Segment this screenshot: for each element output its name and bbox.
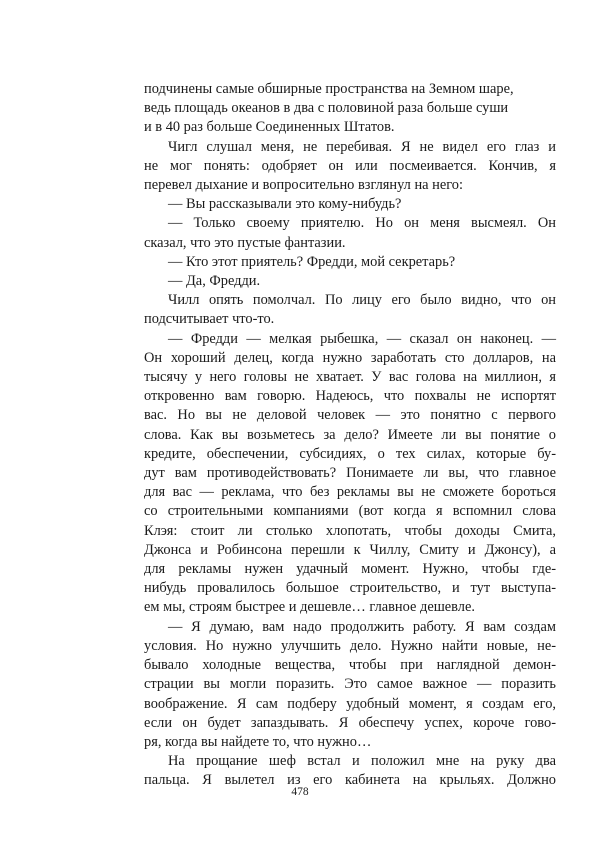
text-line: со строительными компаниями (вот когда я вспомнил слова [144,503,556,520]
text-line: вас. Но вы не деловой человек — это понятно с первого [144,407,556,424]
text-line: нибудь провалилось большое строительство, и тут выступа- [144,580,556,597]
text-line: Чигл слушал меня, не перебивая. Я не видел его глаз и [168,138,556,155]
text-line: перевел дыхание и вопросительно взглянул на него: [144,177,463,194]
text-line: для рекламы нужен удачный момент. Нужно, чтобы где- [144,561,556,578]
text-line: — Фредди — мелкая рыбешка, — сказал он наконец. — [168,330,556,347]
text-line: Чилл опять помолчал. По лицу его было видно, что он [168,292,556,309]
text-line: для вас — реклама, что без рекламы вы не сможете бороться [144,484,556,501]
text-line: кредите, обеспечении, субсидиях, о тех силах, которые бу- [144,445,556,462]
text-line: — Вы рассказывали это кому-нибудь? [168,196,402,213]
text-line: ведь площадь океанов в два с половиной раза больше суши [144,100,509,117]
text-line: если он будет запаздывать. Я обеспечу успех, короче гово- [144,714,556,731]
text-line: Он хороший делец, когда нужно заработать сто долларов, на [144,349,556,366]
text-line: тысячу у него головы не хватает. У вас голова на миллион, я [144,369,556,386]
text-line: пальца. Я вылетел из его кабинета на крыльях. Должно [144,772,556,789]
text-line: страции вы могли поразить. Это самое важное — поразить [144,676,556,693]
text-line: условия. Но нужно улучшить дело. Нужно найти новые, не- [144,637,556,654]
text-line: сказал, что это пустые фантазии. [144,234,346,251]
text-line: — Только своему приятелю. Но он меня высмеял. Он [168,215,556,232]
text-line: откровенно вам говорю. Надеюсь, что похвалы не испортят [144,388,556,405]
text-line: подсчитывает что-то. [144,311,275,328]
text-line: воображение. Я сам подберу удобный момент, я создам его, [144,695,556,712]
text-line: — Кто этот приятель? Фредди, мой секретарь? [168,253,456,270]
text-line: ря, когда вы найдете то, что нужно… [144,733,372,750]
text-line: На прощание шеф встал и положил мне на руку два [168,753,556,770]
text-line: и в 40 раз больше Соединенных Штатов. [144,119,395,136]
text-line: дут вам противодействовать? Понимаете ли вы, что главное [144,465,556,482]
text-line: подчинены самые обширные пространства на Земном шаре, [144,81,514,97]
text-line: — Да, Фредди. [168,273,261,290]
page-number: 478 [291,786,309,798]
text-line: Джонса и Робинсона перешли к Чиллу, Смиту и Джонсу), а [144,541,556,558]
text-line: — Я думаю, вам надо продолжить работу. Я вам создам [168,618,556,635]
text-line: Клэя: стоит ли столько хлопотать, чтобы доходы Смита, [144,522,556,539]
text-line: не мог понять: одобряет он или посмеивается. Кончив, я [144,157,556,174]
text-line: ем мы, строям быстрее и дешевле… главное дешевле. [144,599,475,616]
text-line: слова. Как вы возьметесь за дело? Имеете ли вы понятие о [144,426,556,443]
text-line: бывало холодные вещества, чтобы при наглядной демон- [144,657,556,674]
body-text [144,80,556,791]
